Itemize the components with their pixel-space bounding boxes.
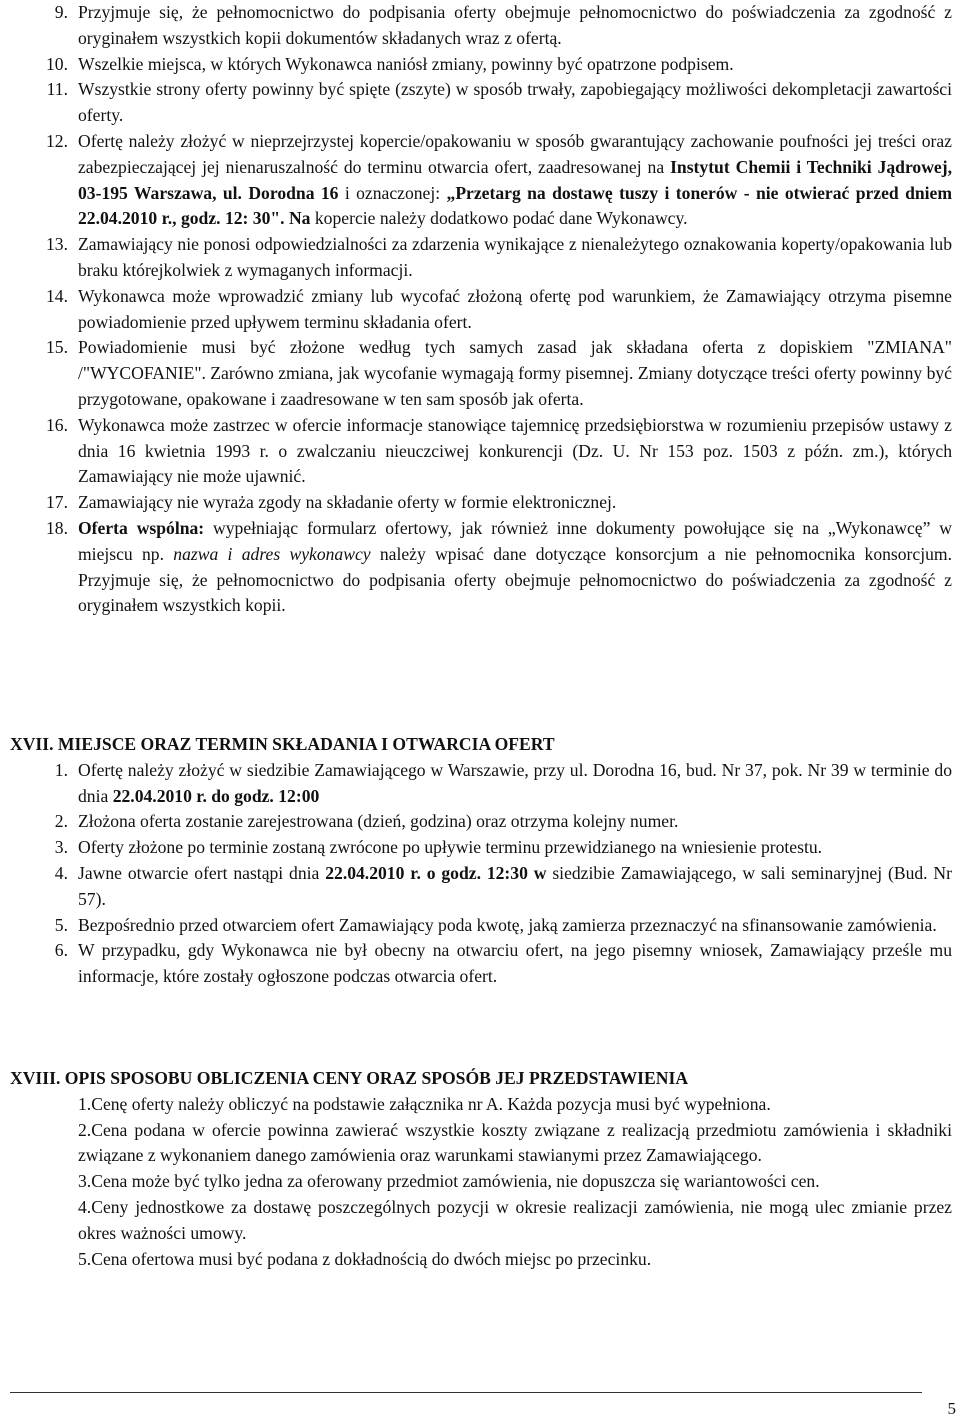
text-run: kopercie należy dodatkowo podać dane Wykonawcy. — [310, 208, 688, 229]
list-item-text — [78, 79, 952, 125]
list-item-text: Cena może być tylko jedna za oferowany przedmiot zamówienia, nie dopuszcza się wariantowości cen. — [91, 1171, 820, 1192]
list-item-number: 17. — [46, 492, 68, 513]
list-item-number: 2. — [78, 1119, 92, 1140]
list-item-text — [78, 54, 734, 74]
list-item — [10, 938, 956, 990]
text-run: Zamawiający nie ponosi odpowiedzialności za zdarzenia wynikające z nienależytego oznakowania koperty/opakowania lub braku którejkolwiek z wymaganych informacji. — [78, 234, 952, 280]
list-item-number: 13. — [46, 234, 68, 255]
list-item — [10, 1247, 956, 1273]
section-xvii-number: XVII. — [10, 734, 54, 754]
list-item-number: 14. — [46, 285, 68, 306]
list-item-number: 4. — [54, 862, 68, 883]
text-run: Wszelkie miejsca, w których Wykonawca naniósł zmiany, powinny być opatrzone podpisem. — [78, 53, 734, 74]
section-xvii-items — [10, 758, 956, 990]
text-run: Powiadomienie musi być złożone według tych samych zasad jak składana oferta z dopiskiem "ZMIANA" /"WYCOFANIE". Zarówno zmiana, jak wycofanie wymagają formy pisemnej. Zmiany dotyczące treści oferty powinny być przygotowane, opakowane i zaadresowane w ten sam sposób jak oferta. — [78, 337, 952, 409]
list-item-number: 3. — [54, 837, 68, 858]
list-item-text — [78, 863, 952, 909]
text-run: nazwa i adres wykonawcy — [173, 543, 371, 564]
list-item-text — [78, 286, 952, 332]
text-run: siedzibie Zamawiającego, w sali seminaryjnej (Bud. Nr 57). — [78, 862, 952, 909]
list-item-number: 1. — [78, 1093, 92, 1114]
list-item — [10, 490, 956, 516]
text-run: należy wpisać dane dotyczące konsorcjum a nie pełnomocnika konsorcjum. Przyjmuje się, że pełnomocnictwo do podpisania oferty obejmuje pełnomocnictwo do poświadczenia za zgodność z oryginałem wszystkich kopii. — [78, 543, 952, 616]
list-item-number: 18. — [46, 517, 68, 538]
list-item — [10, 809, 956, 835]
list-item-text: Cenę oferty należy obliczyć na podstawie załącznika nr A. Każda pozycja musi być wypełniona. — [91, 1093, 771, 1114]
list-item-text: Ceny jednostkowe za dostawę poszczególnych pozycji w okresie realizacji zamówienia, nie mogą ulec zmianie przez okres ważności umowy. — [78, 1196, 952, 1243]
text-run: Wykonawca może wprowadzić zmiany lub wycofać złożoną ofertę pod warunkiem, że Zamawiający otrzyma pisemne powiadomienie przed upływem terminu składania ofert. — [78, 285, 952, 332]
list-item — [10, 284, 956, 336]
list-item-text — [78, 811, 678, 831]
list-item — [10, 1092, 956, 1118]
list-item — [10, 1195, 956, 1247]
text-run: Ofertę należy złożyć w siedzibie Zamawiającego w Warszawie, przy ul. Dorodna 16, bud. Nr 37, pok. Nr 39 w terminie do dnia — [78, 759, 952, 806]
list-item-number: 4. — [78, 1196, 92, 1217]
list-item-text — [78, 2, 952, 48]
list-item — [10, 52, 956, 78]
list-item-number: 5. — [54, 914, 68, 935]
text-run: „Przetarg na dostawę tuszy i tonerów - nie otwierać przed dniem 22.04.2010 r., godz. 12: 30". — [78, 182, 952, 229]
text-run: Oferty złożone po terminie zostaną zwrócone po upływie terminu przewidzianego na wniesienie protestu. — [78, 837, 823, 858]
list-item-text — [78, 234, 952, 280]
section-xvii — [10, 732, 956, 990]
section-xviii-number: XVIII. — [10, 1068, 61, 1088]
list-item — [10, 913, 956, 939]
list-item — [10, 129, 956, 232]
text-run: W przypadku, gdy Wykonawca nie był obecny na otwarciu ofert, na jego pisemny wniosek, Zamawiający prześle mu informacje, które zostały ogłoszone podczas otwarcia ofert. — [78, 940, 952, 987]
list-item-text — [78, 415, 952, 487]
conditions-list — [10, 0, 956, 619]
list-item — [10, 1118, 956, 1170]
list-item — [10, 0, 956, 52]
list-item — [10, 335, 956, 412]
section-xviii-heading — [10, 1066, 956, 1092]
list-item — [10, 77, 956, 129]
list-item — [10, 835, 956, 861]
text-run: 12:00 — [278, 785, 320, 806]
list-item-number: 5. — [78, 1248, 92, 1269]
list-item-number: 10. — [46, 53, 68, 74]
list-item — [10, 1169, 956, 1195]
list-item-text — [78, 760, 952, 806]
list-item-number: 11. — [46, 79, 68, 100]
section-xvii-title: MIEJSCE ORAZ TERMIN SKŁADANIA I OTWARCIA OFERT — [57, 734, 555, 754]
list-item-text — [78, 131, 952, 228]
text-run: Złożona oferta zostanie zarejestrowana (dzień, godzina) oraz otrzyma kolejny numer. — [78, 811, 679, 832]
footer-divider — [10, 1392, 922, 1393]
list-item-text — [78, 518, 952, 615]
list-item — [10, 232, 956, 284]
text-run: Bezpośrednio przed otwarciem ofert Zamawiający poda kwotę, jaką zamierza przeznaczyć na sfinansowanie zamówienia. — [78, 914, 937, 935]
list-item-number: 9. — [54, 2, 68, 22]
text-run: wypełniając formularz ofertowy, jak również inne dokumenty powołujące się na „Wykonawcę” w miejscu np. — [78, 517, 952, 564]
text-run: 22.04.2010 r. do godz. — [112, 785, 274, 806]
section-xviii — [10, 1066, 956, 1272]
list-item-number: 1. — [54, 759, 68, 780]
list-item-number: 2. — [54, 811, 68, 832]
list-item — [10, 413, 956, 490]
section-xvii-heading — [10, 732, 956, 758]
text-run: Ofertę należy złożyć w nieprzejrzystej kopercie/opakowaniu w sposób gwarantujący zachowanie poufności jej treści oraz zabezpieczającej jej nienaruszalność do terminu otwarcia ofert, zaadresowanej na — [78, 130, 952, 177]
text-run: Instytut Chemii i Techniki Jądrowej, 03-195 Warszawa, ul. — [78, 156, 953, 203]
list-item-number: 6. — [54, 940, 68, 961]
text-run: Przyjmuje się, że pełnomocnictwo do podpisania oferty obejmuje pełnomocnictwo do poświadczenia za zgodność z oryginałem wszystkich kopii dokumentów składanych wraz z ofertą. — [78, 2, 952, 48]
text-run: Jawne otwarcie ofert nastąpi dnia — [78, 862, 326, 883]
text-run: Wszystkie strony oferty powinny być spięte (zszyte) w sposób trwały, zapobiegający możliwości dekompletacji zawartości oferty. — [78, 79, 952, 126]
list-item-text — [78, 337, 952, 409]
list-item-number: 12. — [46, 130, 68, 151]
text-run: Oferta wspólna: — [78, 517, 205, 538]
text-run: i oznaczonej: — [338, 182, 447, 203]
list-item-text — [78, 837, 822, 857]
section-xviii-title: OPIS SPOSOBU OBLICZENIA CENY ORAZ SPOSÓB JEJ PRZEDSTAWIENIA — [64, 1068, 689, 1088]
text-run: Dorodna 16 — [248, 182, 339, 203]
text-run: 22.04.2010 r. o godz. 12:30 w — [325, 862, 547, 883]
page-number: 5 — [947, 1399, 956, 1418]
section-xviii-items — [10, 1092, 956, 1273]
list-item-text — [78, 915, 937, 935]
list-item-text — [78, 940, 952, 986]
list-item — [10, 516, 956, 619]
list-item — [10, 758, 956, 810]
text-run: Wykonawca może zastrzec w ofercie informacje stanowiące tajemnicę przedsiębiorstwa w rozumieniu przepisów ustawy z dnia 16 kwietnia 1993 r. o zwalczaniu nieuczciwej konkurencji (Dz. U. Nr 153 poz. 1503 z późn. zm.), których Zamawiający nie może ujawnić. — [78, 414, 952, 487]
list-item — [10, 861, 956, 913]
list-item-text: Cena podana w ofercie powinna zawierać wszystkie koszty związane z realizacją przedmiotu zamówienia i składniki związane z wykonaniem danego zamówienia oraz warunkami stawianymi przez Zamawiającego. — [78, 1119, 952, 1166]
text-run: Na — [288, 208, 311, 229]
list-item-number: 16. — [46, 414, 68, 435]
list-item-text — [78, 492, 616, 512]
text-run: Zamawiający nie wyraża zgody na składanie oferty w formie elektronicznej. — [78, 492, 617, 513]
list-item-number: 3. — [78, 1171, 92, 1192]
list-item-number: 15. — [46, 337, 68, 358]
list-item-text: Cena ofertowa musi być podana z dokładnością do dwóch miejsc po przecinku. — [91, 1248, 652, 1269]
